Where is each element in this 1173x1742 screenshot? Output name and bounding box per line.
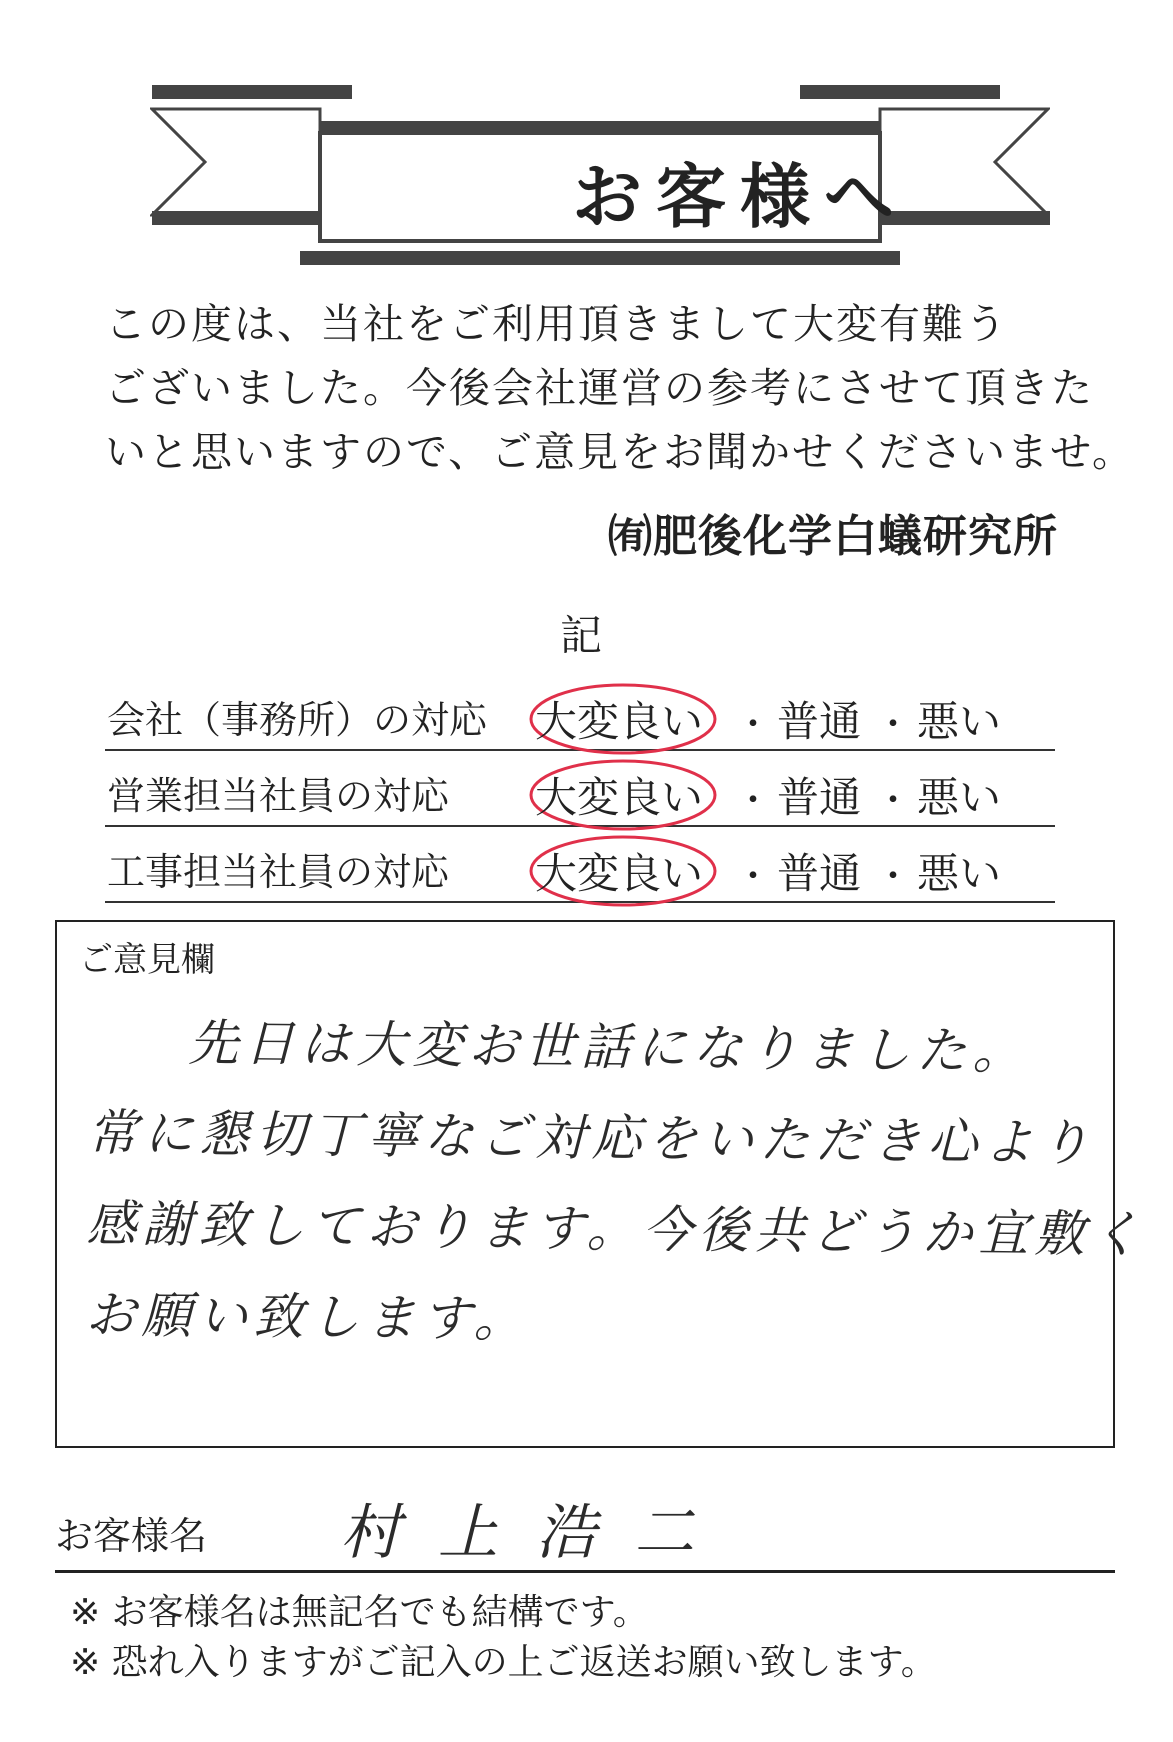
option-label: 悪い — [917, 849, 1002, 898]
option-normal[interactable]: ・ 普通 — [735, 849, 862, 898]
option-normal[interactable]: ・ 普通 — [735, 697, 862, 746]
comment-text — [85, 997, 1147, 1371]
intro-line: ございました。今後会社運営の参考にさせて頂きた — [105, 364, 1094, 412]
option-bad[interactable]: ・ 悪い — [875, 849, 1002, 898]
option-label: 普通 — [777, 849, 862, 898]
rating-label: 営業担当社員の対応 — [107, 774, 450, 818]
comment-box[interactable] — [55, 920, 1147, 1448]
option-label: 悪い — [917, 697, 1002, 746]
ki-heading: 記 — [560, 611, 603, 660]
rating-row-construction — [105, 827, 1055, 903]
footnote: ※ お客様名は無記名でも結構です。 — [70, 1592, 649, 1633]
comment-line: お願い致します。 — [85, 1285, 530, 1349]
rating-label: 工事担当社員の対応 — [107, 850, 450, 894]
company-name: ㈲肥後化学白蟻研究所 — [608, 511, 1058, 562]
option-bad[interactable]: ・ 悪い — [875, 773, 1002, 822]
option-label: 大変良い — [535, 697, 704, 746]
option-normal[interactable]: ・ 普通 — [735, 773, 862, 822]
customer-name-value: 村上浩二 — [340, 1498, 732, 1568]
rating-row-sales — [105, 751, 1055, 827]
rating-label: 会社（事務所）の対応 — [107, 698, 488, 742]
footnote: ※ 恐れ入りますがご記入の上ご返送お願い致します。 — [70, 1642, 937, 1683]
option-label: 普通 — [777, 697, 862, 746]
page-title: お客様へ — [572, 154, 908, 238]
title-banner — [150, 85, 1050, 265]
option-label: 大変良い — [535, 773, 704, 822]
intro-line: この度は、当社をご利用頂きまして大変有難う — [105, 300, 1008, 348]
option-label: 悪い — [917, 773, 1002, 822]
rating-row-office — [105, 675, 1055, 751]
comment-label: ご意見欄 — [79, 940, 215, 980]
option-bad[interactable]: ・ 悪い — [875, 697, 1002, 746]
comment-line: 常に懇切丁寧なご対応をいただき心より — [87, 1103, 1096, 1173]
ratings-table — [105, 675, 1055, 903]
option-label: 大変良い — [535, 849, 704, 898]
intro-line: いと思いますので、ご意見をお聞かせくださいませ。 — [105, 428, 1135, 476]
comment-line: 先日は大変お世話になりました。 — [188, 1013, 1029, 1081]
customer-name-label: お客様名 — [55, 1514, 208, 1558]
footnotes — [70, 1588, 937, 1688]
intro-text — [105, 292, 1135, 484]
comment-line: 感謝致しております。今後共どうか宜敷く — [86, 1194, 1147, 1264]
option-label: 普通 — [777, 773, 862, 822]
customer-name-row[interactable] — [55, 1485, 1115, 1573]
